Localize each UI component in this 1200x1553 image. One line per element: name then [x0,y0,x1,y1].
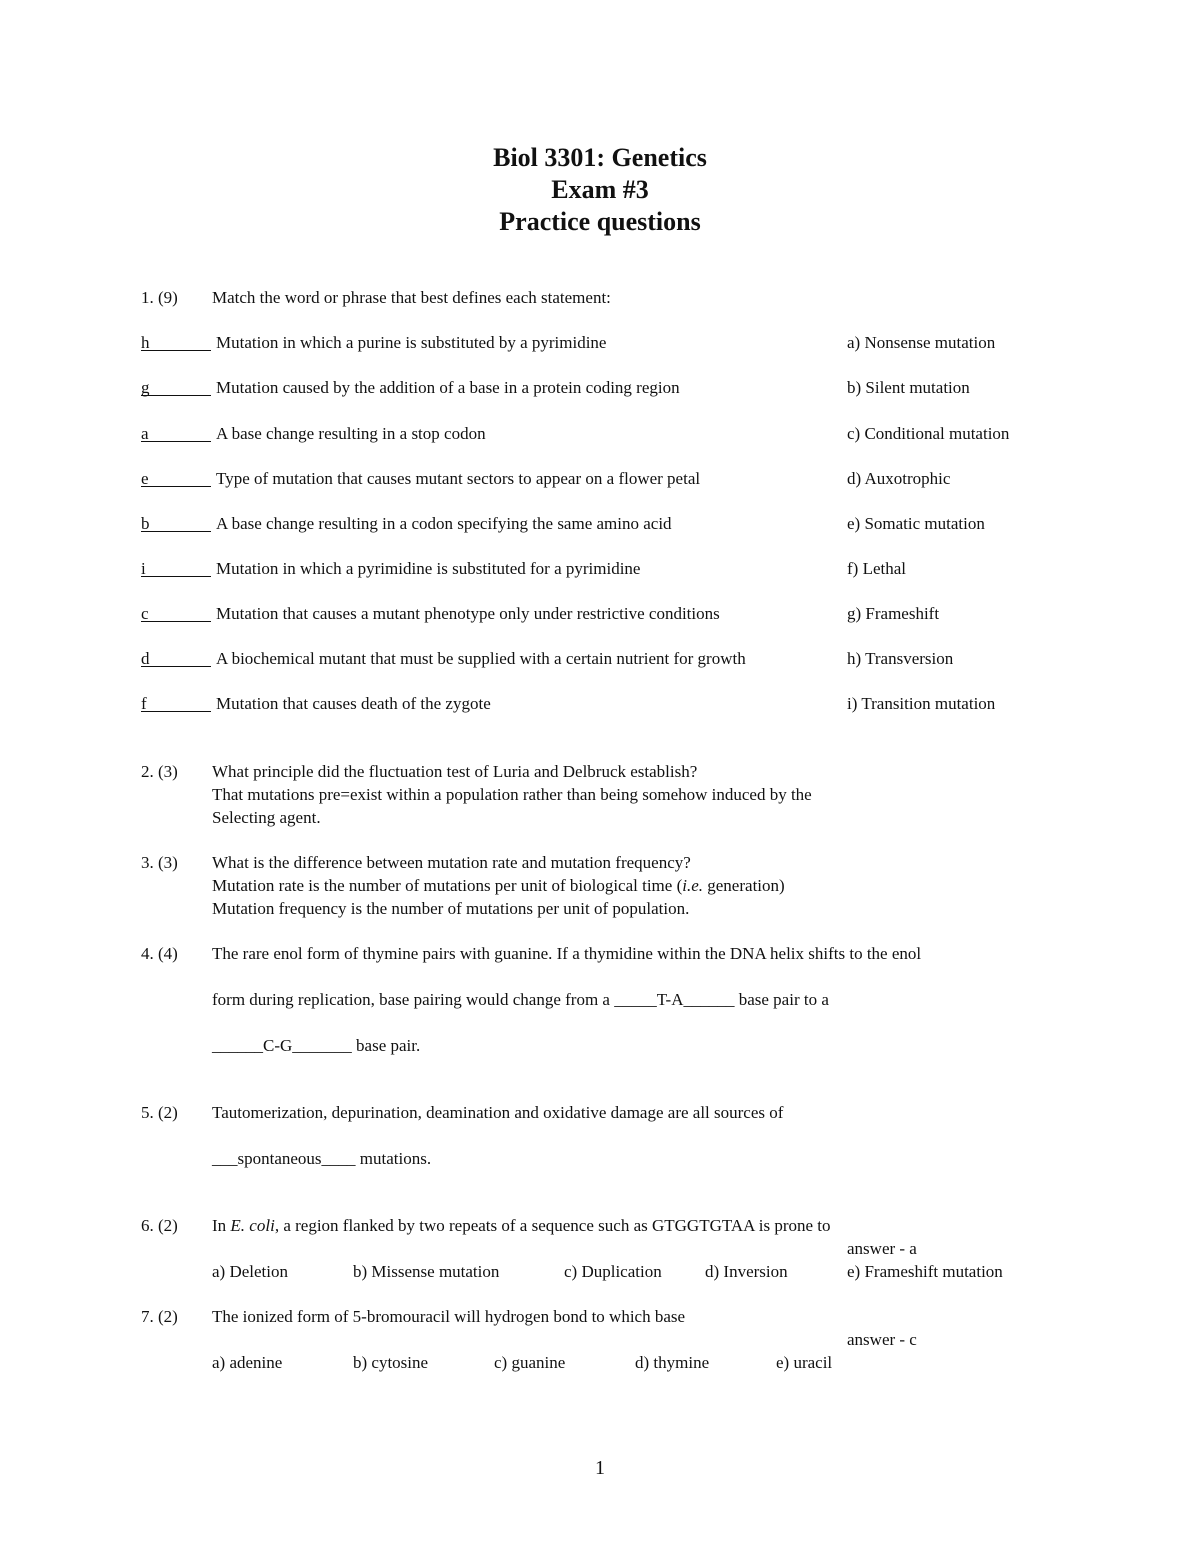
q1-statement: A base change resulting in a codon specifying the same amino acid [216,514,672,533]
q1-answer-blank: g [141,378,211,396]
q1-statement: Mutation that causes death of the zygote [216,694,491,713]
q6-number: 6. (2) [141,1216,178,1235]
q1-statement: Mutation caused by the addition of a base in a protein coding region [216,378,680,397]
q4-line2: form during replication, base pairing would change from a _____T-A______ base pair to a [212,990,829,1009]
q4-line3: ______C-G_______ base pair. [212,1036,421,1055]
q6-option: a) Deletion [212,1262,288,1281]
q1-answer-blank: f [141,694,211,712]
q6-option: c) Duplication [564,1262,662,1281]
q2-question: What principle did the fluctuation test of Luria and Delbruck establish? [212,762,698,781]
q7-option: e) uracil [776,1353,833,1372]
q4-line1: The rare enol form of thymine pairs with guanine. If a thymidine within the DNA helix shifts to the enol [212,944,922,963]
q7-option: a) adenine [212,1353,283,1372]
q6-answer: answer - a [847,1239,917,1258]
q3-answer-line2: Mutation frequency is the number of mutations per unit of population. [212,899,690,918]
q1-answer-blank: h [141,333,211,351]
q1-statement: Mutation in which a purine is substituted by a pyrimidine [216,333,607,352]
q1-option: e) Somatic mutation [847,514,985,533]
q3-answer-line1: Mutation rate is the number of mutations per unit of biological time (i.e. generation) [212,876,785,895]
q1-statement: A base change resulting in a stop codon [216,424,486,443]
q1-prompt: Match the word or phrase that best defines each statement: [212,288,611,307]
q6-option: e) Frameshift mutation [847,1262,1003,1281]
q1-answer-blank: d [141,649,211,667]
q3-question: What is the difference between mutation rate and mutation frequency? [212,853,691,872]
q4-number: 4. (4) [141,944,178,963]
q2-answer-line2: Selecting agent. [212,808,321,827]
q1-option: f) Lethal [847,559,906,578]
q1-answer-blank: i [141,559,211,577]
q1-statement: Mutation in which a pyrimidine is substituted for a pyrimidine [216,559,641,578]
q7-answer: answer - c [847,1330,917,1349]
q1-number: 1. (9) [141,288,178,307]
q1-option: a) Nonsense mutation [847,333,996,352]
q2-number: 2. (3) [141,762,178,781]
q7-option: c) guanine [494,1353,566,1372]
q1-answer-blank: c [141,604,211,622]
practice-title: Practice questions [499,207,701,236]
q5-number: 5. (2) [141,1103,178,1122]
page-number: 1 [595,1457,605,1479]
exam-title: Exam #3 [551,175,649,204]
q7-option: b) cytosine [353,1353,429,1372]
q1-option: b) Silent mutation [847,378,970,397]
q1-option: h) Transversion [847,649,954,668]
q1-answer-blank: b [141,514,211,532]
q1-statement: Type of mutation that causes mutant sectors to appear on a flower petal [216,469,701,488]
q1-option: i) Transition mutation [847,694,996,713]
q1-statement: Mutation that causes a mutant phenotype only under restrictive conditions [216,604,720,623]
q3-number: 3. (3) [141,853,178,872]
q1-answer-blank: a [141,424,211,442]
q1-option: c) Conditional mutation [847,424,1010,443]
q7-option: d) thymine [635,1353,710,1372]
q1-answer-blank: e [141,469,211,487]
course-title: Biol 3301: Genetics [493,143,707,172]
q1-option: g) Frameshift [847,604,940,623]
q6-option: b) Missense mutation [353,1262,500,1281]
q6-question: In E. coli, a region flanked by two repeats of a sequence such as GTGGTGTAA is prone to [212,1216,831,1235]
q5-line2: ___spontaneous____ mutations. [212,1149,432,1168]
q2-answer-line1: That mutations pre=exist within a population rather than being somehow induced by the [212,785,812,804]
q6-option: d) Inversion [705,1262,788,1281]
q1-option: d) Auxotrophic [847,469,951,488]
q1-statement: A biochemical mutant that must be supplied with a certain nutrient for growth [216,649,746,668]
q7-number: 7. (2) [141,1307,178,1326]
q5-line1: Tautomerization, depurination, deamination and oxidative damage are all sources of [212,1103,784,1122]
q7-question: The ionized form of 5-bromouracil will hydrogen bond to which base [212,1307,686,1326]
